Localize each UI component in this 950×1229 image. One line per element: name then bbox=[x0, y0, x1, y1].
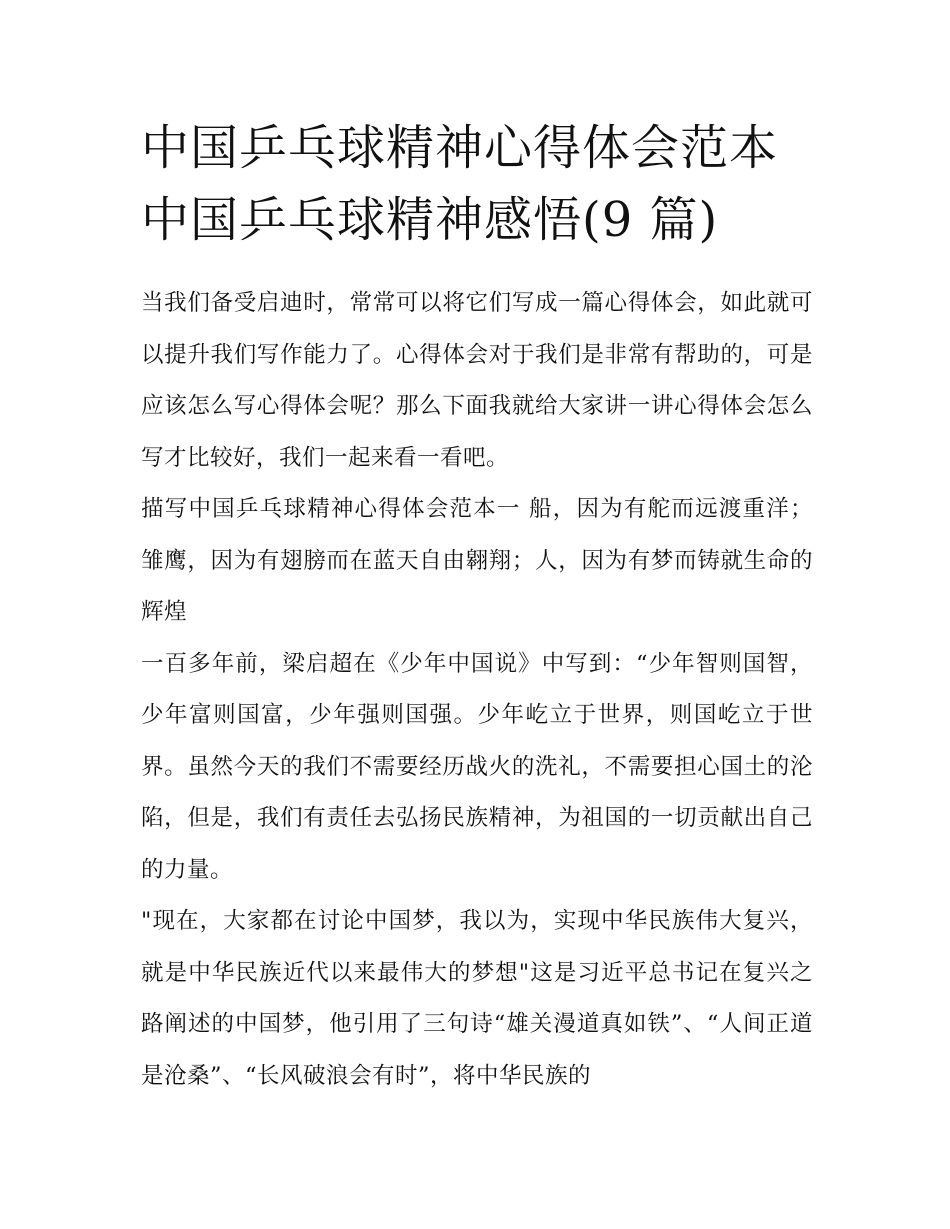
paragraph-chinese-dream: "现在，大家都在讨论中国梦，我以为，实现中华民族伟大复兴，就是中华民族近代以来最伟大的梦想"这是习近平总书记在复兴之路阐述的中国梦，他引用了三句诗“雄关漫道真如铁”、“人间正道是沧桑”、“长风破浪会有时”，将中华民族的 bbox=[141, 908, 813, 1089]
document-content bbox=[141, 112, 813, 1102]
title-line-2: 中国乒乓球精神感悟(9 篇) bbox=[141, 192, 719, 248]
title-line-1: 中国乒乓球精神心得体会范本 bbox=[141, 120, 779, 176]
document-title bbox=[141, 112, 813, 256]
paragraph-sample-one: 描写中国乒乓球精神心得体会范本一 船，因为有舵而远渡重洋；雏鹰，因为有翅膀而在蓝天自由翱翔；人，因为有梦而铸就生命的辉煌 bbox=[141, 496, 813, 625]
paragraph-liang-qichao: 一百多年前，梁启超在《少年中国说》中写到：“少年智则国智，少年富则国富，少年强则国强。少年屹立于世界，则国屹立于世界。虽然今天的我们不需要经历战火的洗礼，不需要担心国土的沦陷，但是，我们有责任去弘扬民族精神，为祖国的一切贡献出自己的力量。 bbox=[141, 650, 813, 883]
paragraph-intro: 当我们备受启迪时，常常可以将它们写成一篇心得体会，如此就可以提升我们写作能力了。心得体会对于我们是非常有帮助的，可是应该怎么写心得体会呢？那么下面我就给大家讲一讲心得体会怎么写才比较好，我们一起来看一看吧。 bbox=[141, 290, 813, 471]
document-body bbox=[141, 278, 813, 1102]
